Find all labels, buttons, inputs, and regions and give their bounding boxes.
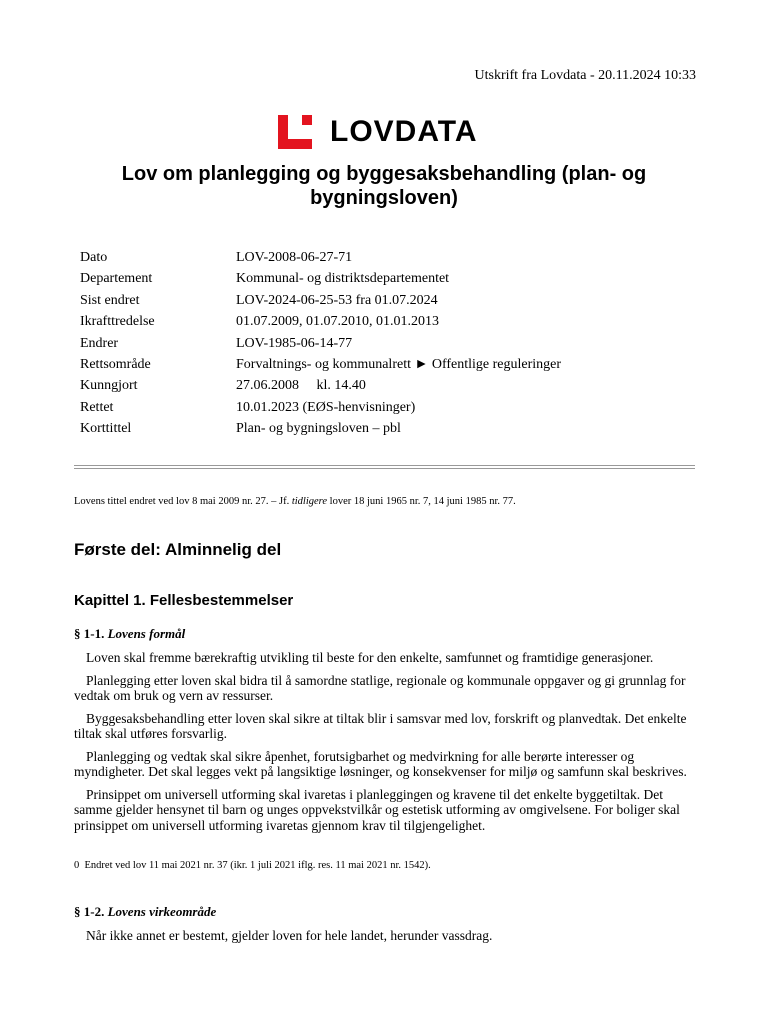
section-number: § 1-1. <box>74 626 105 641</box>
metadata-label: Rettet <box>80 399 114 415</box>
paragraph: Planlegging og vedtak skal sikre åpenhet, forutsigbarhet og medvirkning for alle berørte interesser og myndigheter. Det skal legges vekt på langsiktige løsninger, og konsekvenser for miljø og samfunn skal beskrives. <box>74 748 687 779</box>
note-italic-text: tidligere <box>291 496 328 507</box>
metadata-row <box>80 248 561 269</box>
metadata-value: 27.06.2008 kl. 14.40 <box>236 378 366 394</box>
section-body <box>74 650 696 840</box>
paragraph: Byggesaksbehandling etter loven skal sikre at tiltak blir i samsvar med lov, forskrift og planvedtak. Det enkelte tiltak skal utføres forsvarlig. <box>74 710 687 741</box>
metadata-value: 01.07.2009, 01.07.2010, 01.01.2013 <box>236 314 439 330</box>
metadata-row <box>80 334 561 355</box>
printout-timestamp: Utskrift fra Lovdata - 20.11.2024 10:33 <box>474 68 696 83</box>
metadata-label: Kunngjort <box>80 378 138 394</box>
section-title: Lovens formål <box>107 626 186 641</box>
metadata-row <box>80 269 561 290</box>
section-heading <box>74 904 216 920</box>
footnote-text: Endret ved lov 11 mai 2021 nr. 37 (ikr. 1 juli 2021 iflg. res. 11 mai 2021 nr. 1542). <box>84 860 431 871</box>
lovdata-logo-icon <box>278 115 312 149</box>
metadata-value: Kommunal- og distriktsdepartementet <box>236 271 450 287</box>
section-title: Lovens virkeområde <box>107 904 217 919</box>
metadata-value: Forvaltnings- og kommunalrett ► Offentlige reguleringer <box>236 356 562 372</box>
metadata-label: Endrer <box>80 335 119 351</box>
metadata-label: Rettsområde <box>80 356 151 372</box>
metadata-table <box>80 248 561 441</box>
part-heading: Første del: Alminnelig del <box>74 540 282 559</box>
paragraph: Prinsippet om universell utforming skal ivaretas i planleggingen og kravene til det enkelte byggetiltak. Det samme gjelder hensynet til barn og unges oppvekstvilkår og estetisk utforming av omgivelsene. For boliger skal prinsippet om universell utforming ivaretas gjennom krav til tilgjengelighet. <box>74 786 680 833</box>
lovdata-logo <box>278 114 478 150</box>
chapter-heading: Kapittel 1. Fellesbestemmelser <box>74 592 294 609</box>
metadata-row <box>80 355 561 376</box>
metadata-value: Plan- og bygningsloven – pbl <box>236 421 401 437</box>
metadata-row <box>80 312 561 333</box>
metadata-label: Korttittel <box>80 421 132 437</box>
metadata-row <box>80 398 561 419</box>
title-change-note <box>74 496 516 507</box>
metadata-label: Departement <box>80 271 153 287</box>
section-number: § 1-2. <box>74 904 105 919</box>
metadata-value: LOV-2024-06-25-53 fra 01.07.2024 <box>236 292 438 308</box>
footnote-marker: 0 <box>74 860 80 871</box>
metadata-label: Ikrafttredelse <box>80 314 155 330</box>
metadata-row <box>80 291 561 312</box>
paragraph: Når ikke annet er bestemt, gjelder loven for hele landet, herunder vassdrag. <box>86 928 493 943</box>
metadata-label: Sist endret <box>80 292 140 308</box>
metadata-row <box>80 419 561 440</box>
metadata-value: LOV-1985-06-14-77 <box>236 335 353 351</box>
metadata-value: LOV-2008-06-27-71 <box>236 250 353 265</box>
footnote <box>74 860 431 871</box>
double-rule-divider <box>74 465 695 469</box>
metadata-value: 10.01.2023 (EØS-henvisninger) <box>236 399 416 415</box>
paragraph: Loven skal fremme bærekraftig utvikling til beste for den enkelte, samfunnet og framtidige generasjoner. <box>86 650 654 665</box>
metadata-row <box>80 376 561 397</box>
logo-text: LOVDATA <box>330 115 478 148</box>
metadata-label: Dato <box>80 250 108 265</box>
section-heading <box>74 626 185 642</box>
paragraph: Planlegging etter loven skal bidra til å samordne statlige, regionale og kommunale oppgaver og gi grunnlag for vedtak om bruk og vern av ressurser. <box>74 672 686 703</box>
note-text-end: lover 18 juni 1965 nr. 7, 14 juni 1985 nr. 77. <box>327 496 516 507</box>
document-title: Lov om planlegging og byggesaksbehandling (plan- og bygningsloven) <box>121 163 647 209</box>
note-text: Lovens tittel endret ved lov 8 mai 2009 nr. 27. – Jf. <box>74 496 292 507</box>
